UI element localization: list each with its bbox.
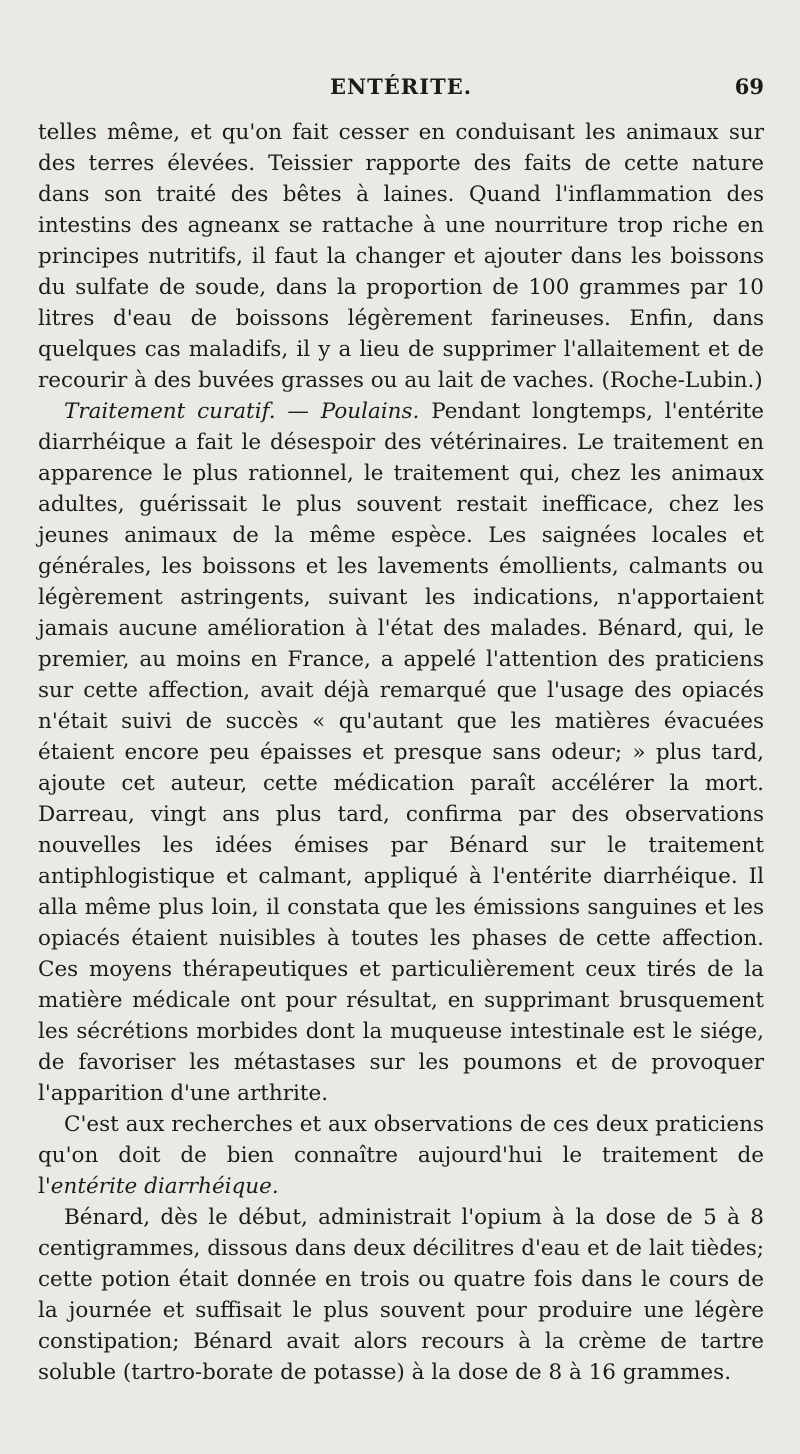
subheading-poulains: Poulains. <box>320 399 420 424</box>
text-segment: Pendant longtemps, l'entérite diarrhéique a fait le désespoir des vétérinaires. Le traitement en apparence le plus rationnel, le traitement qui, chez les animaux adultes, guérissait le plus souvent restait inefficace, chez les jeunes animaux de la même espèce. Les saignées locales et générales, les boissons et les lavements émollients, calmants ou légèrement astringents, suivant les indications, n'apportaient jamais aucune amélioration à l'état des malades. Bénard, qui, le premier, au moins en France, a appelé l'attention des praticiens sur cette affection, avait déjà remarqué que l'usage des opiacés n'était suivi de succès « qu'autant que les matières évacuées étaient encore peu épaisses et presque sans odeur; » plus tard, ajoute cet auteur, cette médication paraît accélérer la mort. Darreau, vingt ans plus tard, confirma par des observations nouvelles les idées émises par Bénard sur le traitement antiphlogistique et calmant, appliqué à l'entérite diarrhéique. Il alla même plus loin, il constata que les émissions sanguines et les opiacés étaient nuisibles à toutes les phases de cette affection. Ces moyens thérapeutiques et particulièrement ceux tirés de la matière médicale ont pour résultat, en supprimant brusquement les sécrétions morbides dont la muqueuse intestinale est le siége, de favoriser les métastases sur les poumons et de provoquer l'apparition d'une arthrite. <box>38 399 764 1106</box>
section-heading-traitement-curatif: Traitement curatif. <box>64 399 276 424</box>
text-segment: C'est aux recherches et aux observations de ces deux praticiens qu'on doit de bien connaître aujourd'hui le traitement de l' <box>38 1112 764 1199</box>
page-header <box>38 74 764 106</box>
paragraph-2 <box>38 396 764 1109</box>
paragraph-4 <box>38 1202 764 1388</box>
text-segment: Bénard, dès le début, administrait l'opium à la dose de 5 à 8 centigrammes, dissous dans deux décilitres d'eau et de lait tièdes; cette potion était donnée en trois ou quatre fois dans le cours de la journée et suffisait le plus souvent pour produire une légère constipation; Bénard avait alors recours à la crème de tartre soluble (tartro-borate de potasse) à la dose de 8 à 16 grammes. <box>38 1205 764 1385</box>
running-title: ENTÉRITE. <box>329 74 473 99</box>
body-text <box>38 117 764 1388</box>
paragraph-1 <box>38 117 764 396</box>
text-segment: — <box>275 399 321 424</box>
text-segment: telles même, et qu'on fait cesser en conduisant les animaux sur des terres élevées. Teissier rapporte des faits de cette nature dans son traité des bêtes à laines. Quand l'inflammation des intestins des agneanx se rattache à une nourriture trop riche en principes nutritifs, il faut la changer et ajouter dans les boissons du sulfate de soude, dans la proportion de 100 grammes par 10 litres d'eau de boissons légèrement farineuses. Enfin, dans quelques cas maladifs, il y a lieu de supprimer l'allaitement et de recourir à des buvées grasses ou au lait de vaches. (Roche-Lubin.) <box>38 120 764 393</box>
italic-term: entérite diarrhéique. <box>50 1174 279 1199</box>
paragraph-3 <box>38 1109 764 1202</box>
page-number: 69 <box>734 74 764 99</box>
